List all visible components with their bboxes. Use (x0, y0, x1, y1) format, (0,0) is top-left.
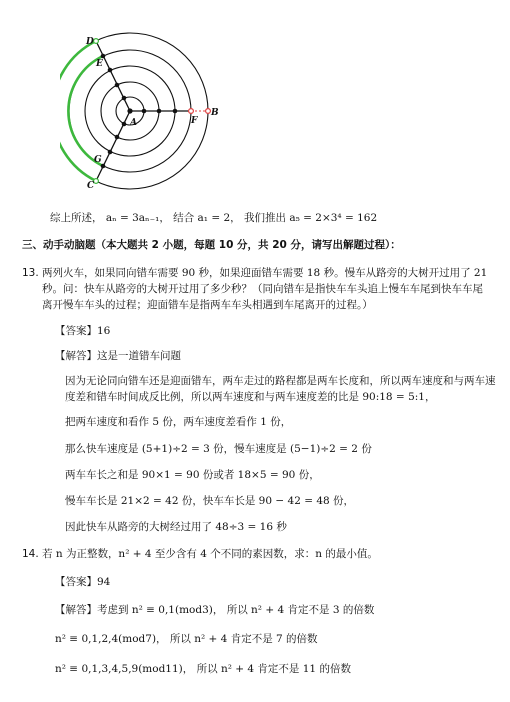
green-arc-inner (68, 56, 103, 166)
q14-number: 14. (22, 548, 39, 560)
q14-stem: 若 n 为正整数，n² + 4 至少含有 4 个不同的素因数，求：n 的最小值。 (42, 548, 378, 560)
label-G: G (94, 155, 102, 165)
q13-analysis-label: 【解答】 (55, 350, 97, 362)
point-D-dot (94, 39, 99, 44)
q13-stem-1: 两列火车，如果同向错车需要 90 秒，如果迎面错车需要 18 秒。慢车从路旁的大树开过用了 21 (42, 267, 488, 279)
q14-analysis-3: n² ≡ 0,1,3,4,5,9(mod11)， 所以 n² + 4 肯定不是 11 的倍数 (55, 663, 351, 675)
q13-answer (55, 324, 110, 338)
point-ring2-upper (108, 68, 113, 73)
point-ring2-lower (108, 150, 113, 155)
q13-line-5: 两车车长之和是 90×1 = 90 份或者 18×5 = 90 份， (65, 469, 320, 481)
point-A-dot (127, 108, 132, 113)
point-F-dot (189, 109, 194, 114)
q14-analysis-label: 【解答】 (55, 604, 97, 616)
point-C-dot (94, 179, 99, 184)
point-ring0-upper (122, 96, 127, 101)
q13-line-4: 那么快车速度是 (5+1)÷2 = 3 份，慢车速度是 (5−1)÷2 = 2 份 (65, 443, 372, 455)
q13-line-6: 慢车车长是 21×2 = 42 份，快车车长是 90 − 42 = 48 份， (65, 495, 355, 507)
label-D: D (86, 37, 94, 47)
q13-analysis-intro: 这是一道错车问题 (97, 350, 181, 362)
summary-line: 综上所述， aₙ = 3aₙ₋₁， 结合 a₁ = 2， 我们推出 a₅ = 2×3⁴ = 162 (50, 212, 378, 224)
q13-stem-2: 秒。问：快车从路旁的大树开过用了多少秒？（同向错车是指快车车头追上慢车车尾到快车车尾 (42, 283, 483, 295)
point-ring0-lower (122, 122, 127, 127)
q13-line-1: 因为无论同向错车还是迎面错车，两车走过的路程都是两车长度和，所以两车速度和与两车速 (65, 375, 496, 387)
q13-analysis (55, 349, 181, 363)
q14-answer (55, 575, 110, 589)
q13-line-2: 度差和错车时间成反比例，所以两车速度和与两车速度差的比是 90:18 = 5:1， (65, 391, 436, 403)
q14-answer-label: 【答案】 (55, 576, 97, 588)
q14-analysis-1 (55, 603, 374, 617)
label-C: C (87, 181, 95, 191)
point-E-dot (101, 54, 106, 59)
label-F: F (191, 116, 198, 126)
q13-line-3: 把两车速度和看作 5 份，两车速度差看作 1 份， (65, 416, 292, 428)
q14-answer-value: 94 (97, 576, 111, 588)
point-ring1-right (157, 109, 162, 114)
q13-answer-value: 16 (97, 325, 111, 337)
point-ring2-right (173, 109, 178, 114)
point-ring1-upper (115, 83, 120, 88)
concentric-circles-figure (60, 28, 230, 198)
point-ring1-lower (115, 135, 120, 140)
label-B: B (211, 108, 219, 118)
q14-analysis-2: n² ≡ 0,1,2,4(mod7)， 所以 n² + 4 肯定不是 7 的倍数 (55, 633, 318, 645)
q13-number: 13. (22, 267, 39, 279)
q14-analysis-1-text: 考虑到 n² ≡ 0,1(mod3)， 所以 n² + 4 肯定不是 3 的倍数 (97, 604, 375, 616)
point-ring0-right (142, 109, 147, 114)
q13-answer-label: 【答案】 (55, 325, 97, 337)
label-A: A (130, 118, 137, 128)
q13-line-7: 因此快车从路旁的大树经过用了 48÷3 = 16 秒 (65, 521, 287, 533)
q13-stem-3: 离开慢车车头的过程；迎面错车是指两车车头相遇到车尾离开的过程。） (42, 299, 373, 311)
point-B-dot (206, 109, 211, 114)
section-heading: 三、动手动脑题（本大题共 2 小题，每题 10 分，共 20 分，请写出解题过程）： (22, 239, 401, 251)
label-E: E (96, 59, 103, 69)
green-arc-outer (60, 41, 96, 181)
